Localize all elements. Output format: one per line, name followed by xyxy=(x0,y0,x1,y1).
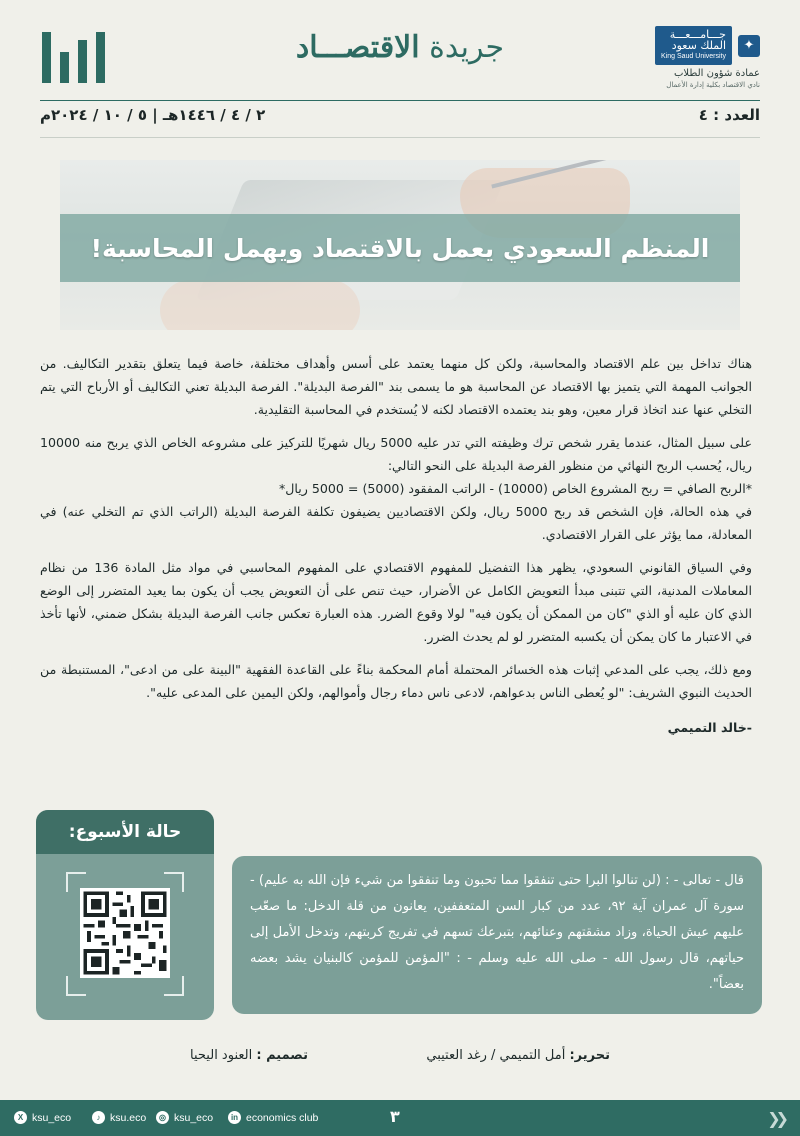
editing-names: أمل التميمي / رغد العتيبي xyxy=(426,1048,566,1063)
ksu-crest-icon: ✦ xyxy=(738,35,760,57)
tiktok-icon: ♪ xyxy=(92,1111,105,1124)
linkedin-icon: in xyxy=(228,1111,241,1124)
article-paragraph-2: على سبيل المثال، عندما يقرر شخص ترك وظيفته التي تدر عليه 5000 ريال شهريًا للتركيز على مشروعه الخاص الذي يربح منه 10000 ريال، يُحسب الربح النهائي من منظور الفرصة البديلة على النحو التالي: xyxy=(40,435,752,473)
article-paragraph-1: هناك تداخل بين علم الاقتصاد والمحاسبة، ولكن كل منهما يعتمد على أسس وأهداف مختلفة، خاصة فيما يتعلق بتقدير التكاليف. من الجوانب المهمة التي يتميز بها الاقتصاد عن المحاسبة هو ما يسمى بند "الفرصة البديلة". الفرصة البديلة تعني التكاليف أو الأرباح التي يتم التخلي عنها عند اتخاذ قرار معين، وهو بند يعتمده الاقتصاد لكنه لا يُستخدم في المحاسبة التقليدية. xyxy=(40,356,752,417)
x-icon: X xyxy=(14,1111,27,1124)
qr-code-icon[interactable] xyxy=(80,888,170,978)
club-label: نادي الاقتصاد بكلية إدارة الأعمال xyxy=(666,81,760,89)
university-name-box xyxy=(655,26,732,65)
design-label: تصميم : xyxy=(256,1048,308,1063)
bars-logo-icon xyxy=(40,30,110,85)
social-instagram[interactable] xyxy=(156,1111,213,1124)
article-paragraph-4: وفي السياق القانوني السعودي، يظهر هذا التفضيل للمفهوم الاقتصادي على المفهوم المحاسبي في مواد مثل المادة 136 من نظام المعاملات المدنية، التي تتبنى مبدأ التعويض الكامل عن الأضرار، حيث تنص على أن التعويض يجب أن يكون بما يعيد المتضرر إلى الوضع الذي كان عليه أو الذي "كان من الممكن أن يكون فيه" لولا وقوع الضرر. هذه العبارة تعكس جانب الفرصة البديلة بشكل ضمني، لأنها تأخذ في الاعتبار ما كان يمكن أن يكسبه المتضرر لو لم يحدث الضرر. xyxy=(40,560,752,644)
masthead-light: جريدة xyxy=(419,30,505,65)
week-status-title: حالة الأسبوع: xyxy=(36,810,214,854)
header-divider xyxy=(40,100,760,101)
social-tiktok[interactable] xyxy=(92,1111,146,1124)
chevrons-right-icon: ❯❯ xyxy=(767,1109,784,1128)
university-ar-line2: الملك سعود xyxy=(671,39,726,52)
article-title: المنظم السعودي يعمل بالاقتصاد ويهمل المحاسبة! xyxy=(90,233,710,263)
footer-bar xyxy=(0,1100,800,1136)
editing-label: تحرير: xyxy=(569,1048,610,1063)
deanship-label: عمادة شؤون الطلاب xyxy=(674,68,760,79)
design-credit xyxy=(190,1048,308,1063)
quote-box: قال - تعالى - : (لن تنالوا البرا حتى تنفقوا مما تحبون وما تنفقوا من شيء فإن الله به عليم) - سورة آل عمران آية ٩٢، عدد من كبار السن المتعففين، يعانون من قلة الدخل: ما صعّب عليهم عيش الحياة، وزاد مشقتهم وعنائهم، بتبرعك تسهم في تفريج كربتهم، وتدخل الأمل إلى حياتهم، قال رسول الله - صلى الله عليه وسلم - : "المؤمن للمؤمن كالبنيان يشد بعضه بعضاً". xyxy=(232,856,762,1014)
social-linkedin[interactable] xyxy=(228,1111,318,1124)
tiktok-handle: ksu.eco xyxy=(110,1111,147,1124)
masthead-bold: الاقتصـــاد xyxy=(295,30,420,65)
design-name: العنود اليحيا xyxy=(190,1048,253,1063)
hero-title-band xyxy=(60,214,740,282)
social-x[interactable] xyxy=(14,1111,71,1124)
page-number: ٣ xyxy=(390,1107,400,1126)
university-en-name: King Saud University xyxy=(661,53,726,60)
article-body xyxy=(40,352,752,739)
article-paragraph-3: في هذه الحالة، فإن الشخص قد ربح 5000 ريال، ولكن الاقتصاديين يضيفون تكلفة الفرصة البديلة (الراتب الذي تم التخلي عنه) في المعادلة، مما يؤثر على القرار الاقتصادي. xyxy=(40,504,752,542)
article-equation: *الربح الصافي = ربح المشروع الخاص (10000) - الراتب المفقود (5000) = 5000 ريال* xyxy=(278,481,752,496)
article-paragraph-5: ومع ذلك، يجب على المدعي إثبات هذه الخسائر المحتملة أمام المحكمة بناءً على القاعدة الفقهية "البينة على من ادعى"، المستنبطة من الحديث النبوي الشريف: "لو يُعطى الناس بدعواهم، لادعى ناس دماء رجال وأموالهم، ولكن اليمين على المدعى عليه". xyxy=(40,662,752,700)
week-status-card[interactable] xyxy=(36,810,214,1020)
issue-number: العدد : ٤ xyxy=(698,106,760,124)
instagram-icon: ◎ xyxy=(156,1111,169,1124)
editing-credit xyxy=(426,1048,610,1063)
issue-date: ٢ / ٤ / ١٤٤٦هـ | ٥ / ١٠ / ٢٠٢٤م xyxy=(40,106,266,124)
linkedin-handle: economics club xyxy=(246,1111,319,1124)
article-author: -خالد التميمي xyxy=(667,720,752,735)
university-mark xyxy=(630,26,760,65)
hand-illustration-2 xyxy=(160,280,360,330)
university-ar-line1: جـــامـــعـــة xyxy=(669,28,726,41)
x-handle: ksu_eco xyxy=(32,1111,72,1124)
date-divider xyxy=(40,137,760,138)
instagram-handle: ksu_eco xyxy=(174,1111,214,1124)
university-logo-block xyxy=(630,26,760,89)
masthead-title xyxy=(250,30,550,65)
